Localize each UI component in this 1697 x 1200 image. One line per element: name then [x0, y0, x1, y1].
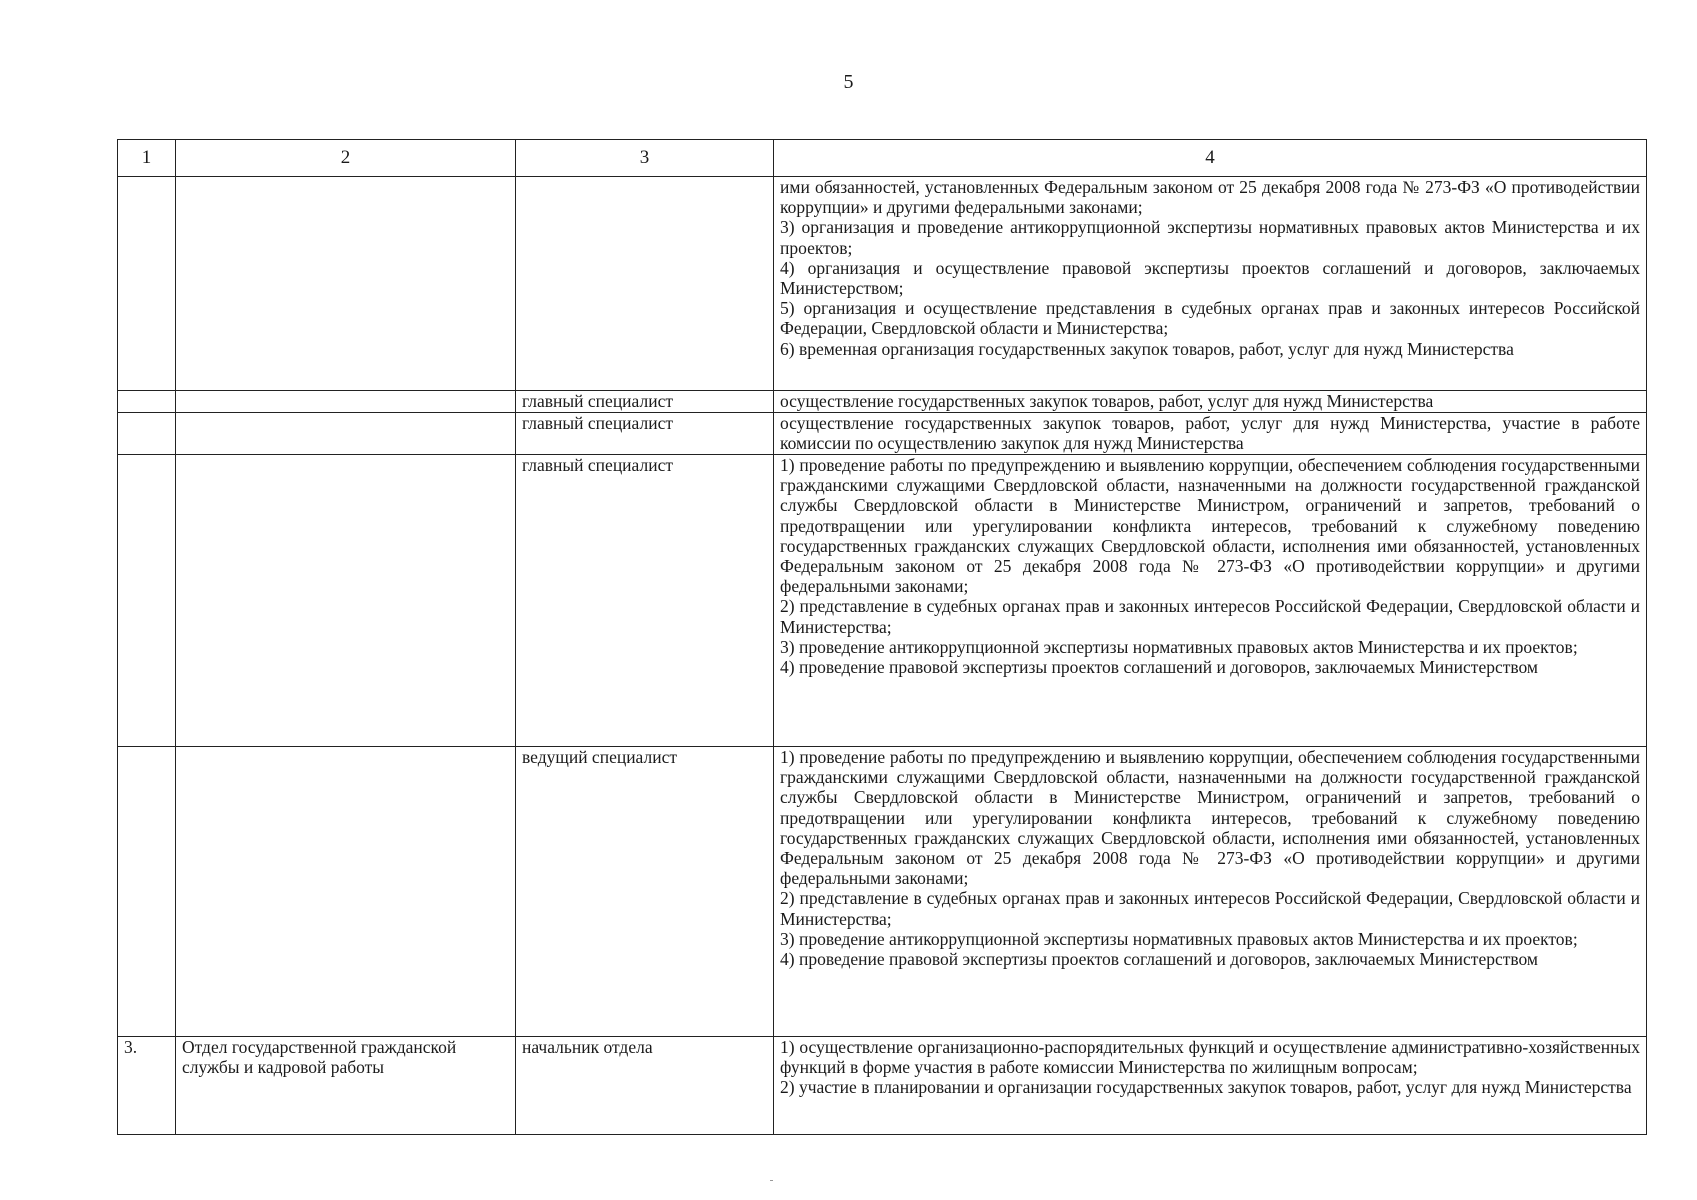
scan-speck	[770, 1180, 773, 1181]
duty-item: 4) проведение правовой экспертизы проектов соглашений и договоров, заключаемых Министерством	[780, 657, 1539, 678]
duties-cell	[774, 413, 1647, 455]
header-col-3: 3	[516, 140, 774, 177]
row-number: 3.	[118, 1037, 176, 1135]
duty-item: 1) осуществление организационно-распорядительных функций и осуществление административно-хозяйственных функций в форме участия в работе комиссии Министерства по жилищным вопросам;	[780, 1037, 1640, 1078]
duties-cell	[774, 747, 1647, 1037]
table-row	[118, 391, 1647, 413]
header-col-2: 2	[176, 140, 516, 177]
duty-item: 3) проведение антикоррупционной экспертизы нормативных правовых актов Министерства и их проектов;	[780, 928, 1578, 949]
department-name	[176, 413, 516, 455]
department-name	[176, 747, 516, 1037]
duties-cell	[774, 1037, 1647, 1135]
table-row	[118, 177, 1647, 391]
duty-item: осуществление государственных закупок товаров, работ, услуг для нужд Министерства	[780, 391, 1434, 411]
duty-item: 2) участие в планировании и организации государственных закупок товаров, работ, услуг для нужд Министерства	[780, 1077, 1632, 1098]
position-title: главный специалист	[516, 391, 774, 413]
row-number	[118, 455, 176, 747]
duties-cell	[774, 391, 1647, 413]
duty-item: 1) проведение работы по предупреждению и выявлению коррупции, обеспечением соблюдения государственными гражданскими служащими Свердловской области, назначенными на должности государственной гражданской службы Свердловской области в Министерстве Министром, ограничений и запретов, требований о предотвращении или урегулировании конфликта интересов, требований к служебному поведению государственных гражданских служащих Свердловской области, исполнения ими обязанностей, установленных Федеральным законом от 25 декабря 2008 года № 273-ФЗ «О противодействии коррупции» и другими федеральными законами;	[780, 455, 1640, 597]
department-name	[176, 177, 516, 391]
duty-item: 6) временная организация государственных закупок товаров, работ, услуг для нужд Министерства	[780, 338, 1514, 359]
department-name	[176, 391, 516, 413]
header-col-4: 4	[774, 140, 1647, 177]
table-row	[118, 1037, 1647, 1135]
row-number	[118, 391, 176, 413]
position-title: главный специалист	[516, 413, 774, 455]
duty-item: 3) организация и проведение антикоррупционной экспертизы нормативных правовых актов Министерства и их проектов;	[780, 217, 1640, 258]
duty-item: 4) организация и осуществление правовой экспертизы проектов соглашений и договоров, заключаемых Министерством;	[780, 257, 1640, 299]
duty-item: ими обязанностей, установленных Федеральным законом от 25 декабря 2008 года № 273-ФЗ «О противодействии коррупции» и другими федеральными законами;	[780, 177, 1640, 218]
table-row	[118, 455, 1647, 747]
table-row	[118, 413, 1647, 455]
page-number: 5	[843, 71, 854, 93]
position-title: ведущий специалист	[516, 747, 774, 1037]
row-number	[118, 747, 176, 1037]
position-title: главный специалист	[516, 455, 774, 747]
row-number	[118, 413, 176, 455]
duty-item: 2) представление в судебных органах прав и законных интересов Российской Федерации, Свердловской области и Министерства;	[780, 888, 1640, 929]
positions-table	[117, 139, 1647, 1135]
duty-item: 4) проведение правовой экспертизы проектов соглашений и договоров, заключаемых Министерством	[780, 949, 1539, 970]
header-col-1: 1	[118, 140, 176, 177]
duty-item: осуществление государственных закупок товаров, работ, услуг для нужд Министерства, участие в работе комиссии по осуществлению закупок для нужд Министерства	[780, 413, 1640, 454]
position-title: начальник отдела	[516, 1037, 774, 1135]
duty-item: 5) организация и осуществление представления в судебных органах прав и законных интересов Российской Федерации, Свердловской области и Министерства;	[780, 298, 1640, 339]
position-title	[516, 177, 774, 391]
duty-item: 3) проведение антикоррупционной экспертизы нормативных правовых актов Министерства и их проектов;	[780, 636, 1578, 657]
duty-item: 1) проведение работы по предупреждению и выявлению коррупции, обеспечением соблюдения государственными гражданскими служащими Свердловской области, назначенными на должности государственной гражданской службы Свердловской области в Министерстве Министром, ограничений и запретов, требований о предотвращении или урегулировании конфликта интересов, требований к служебному поведению государственных гражданских служащих Свердловской области, исполнения ими обязанностей, установленных Федеральным законом от 25 декабря 2008 года № 273-ФЗ «О противодействии коррупции» и другими федеральными законами;	[780, 747, 1640, 889]
table-header-row	[118, 140, 1647, 177]
row-number	[118, 177, 176, 391]
department-name	[176, 455, 516, 747]
department-name: Отдел государственной гражданской службы и кадровой работы	[176, 1037, 516, 1135]
table-row	[118, 747, 1647, 1037]
duties-cell	[774, 177, 1647, 391]
duty-item: 2) представление в судебных органах прав и законных интересов Российской Федерации, Свердловской области и Министерства;	[780, 596, 1640, 637]
duties-cell	[774, 455, 1647, 747]
